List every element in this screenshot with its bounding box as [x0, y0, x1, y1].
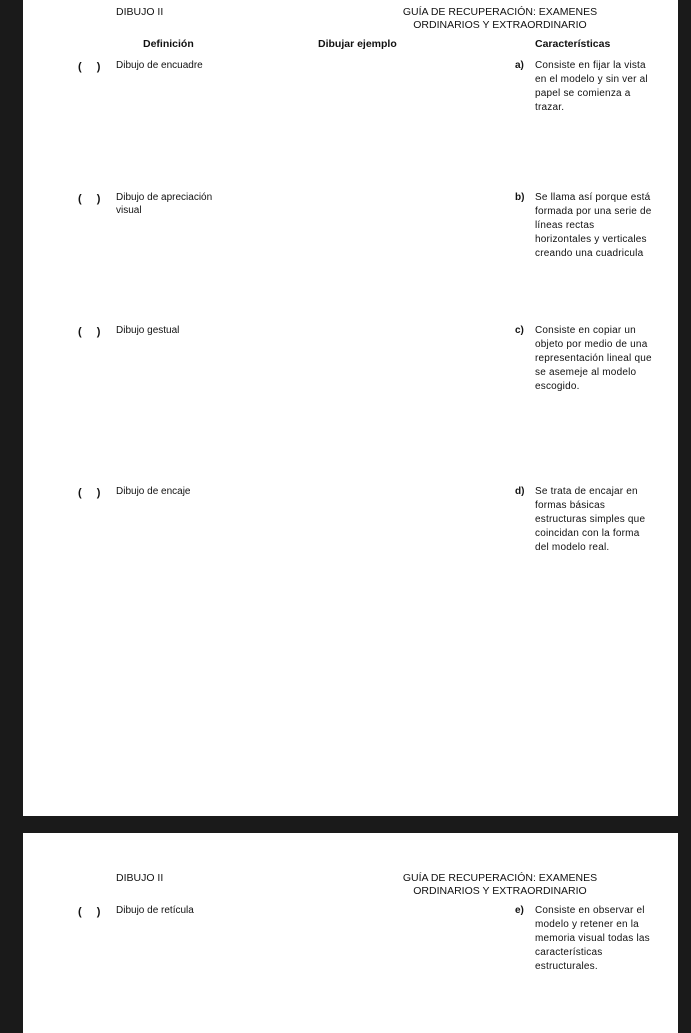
option-letter: a): [515, 60, 524, 71]
column-header-definition: Definición: [143, 38, 194, 50]
option-description: Se trata de encajar en formas básicas estructuras simples que coincidan con la forma del modelo real.: [535, 486, 646, 553]
column-header-features: Características: [535, 38, 611, 50]
document-page-1: [23, 0, 678, 816]
option-description: Consiste en copiar un objeto por medio de una representación lineal que se asemeje al modelo escogido.: [535, 325, 652, 392]
option-letter: c): [515, 325, 524, 336]
answer-blank[interactable]: ( ): [78, 193, 107, 205]
definition-term: Dibujo de apreciación visual: [116, 192, 213, 216]
option-letter: b): [515, 192, 525, 203]
option-description: Consiste en observar el modelo y retener en la memoria visual todas las características estructurales.: [535, 905, 650, 972]
option-letter: d): [515, 486, 525, 497]
document-page-2: [23, 833, 678, 1033]
definition-term: Dibujo de encaje: [116, 486, 191, 497]
option-description: Se llama así porque está formada por una serie de líneas rectas horizontales y verticales creando una cuadricula: [535, 192, 652, 259]
guide-title: GUÍA DE RECUPERACIÓN: EXAMENES ORDINARIOS Y EXTRAORDINARIO: [402, 6, 598, 31]
answer-blank[interactable]: ( ): [78, 487, 107, 499]
answer-blank[interactable]: ( ): [78, 906, 107, 918]
subject-label: DIBUJO II: [116, 872, 164, 884]
option-description: Consiste en fijar la vista en el modelo y sin ver al papel se comienza a trazar.: [535, 60, 648, 113]
answer-blank[interactable]: ( ): [78, 61, 107, 73]
column-header-example: Dibujar ejemplo: [318, 38, 397, 50]
guide-title: GUÍA DE RECUPERACIÓN: EXAMENES ORDINARIOS Y EXTRAORDINARIO: [402, 872, 598, 897]
subject-label: DIBUJO II: [116, 6, 164, 18]
definition-term: Dibujo de encuadre: [116, 60, 203, 71]
definition-term: Dibujo de retícula: [116, 905, 194, 916]
answer-blank[interactable]: ( ): [78, 326, 107, 338]
definition-term: Dibujo gestual: [116, 325, 180, 336]
option-letter: e): [515, 905, 524, 916]
